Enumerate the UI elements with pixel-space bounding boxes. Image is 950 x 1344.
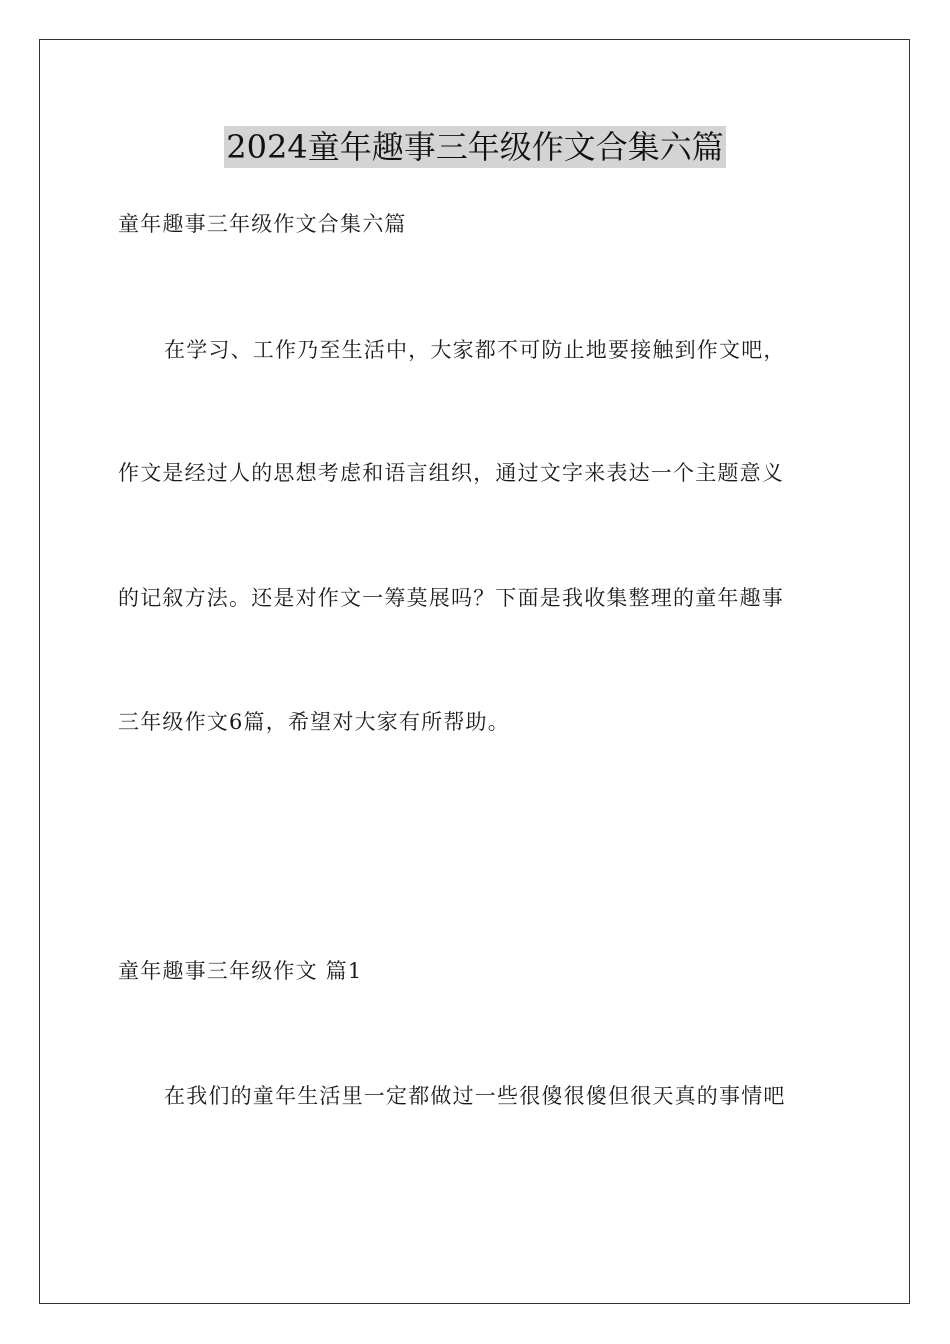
intro-line-1: 在学习、工作乃至生活中，大家都不可防止地要接触到作文吧， [164,338,786,362]
intro-line-2: 作文是经过人的思想考虑和语言组织，通过文字来表达一个主题意义 [118,461,784,485]
document-title: 2024童年趣事三年级作文合集六篇 [226,128,724,166]
intro-line-3: 的记叙方法。还是对作文一筹莫展吗？下面是我收集整理的童年趣事 [118,586,784,610]
section-first-line: 在我们的童年生活里一定都做过一些很傻很傻但很天真的事情吧 [164,1084,786,1108]
title-container [0,126,950,168]
document-subtitle: 童年趣事三年级作文合集六篇 [118,212,407,236]
section-heading: 童年趣事三年级作文 篇1 [118,959,363,983]
intro-line-4: 三年级作文6篇，希望对大家有所帮助。 [118,710,510,734]
